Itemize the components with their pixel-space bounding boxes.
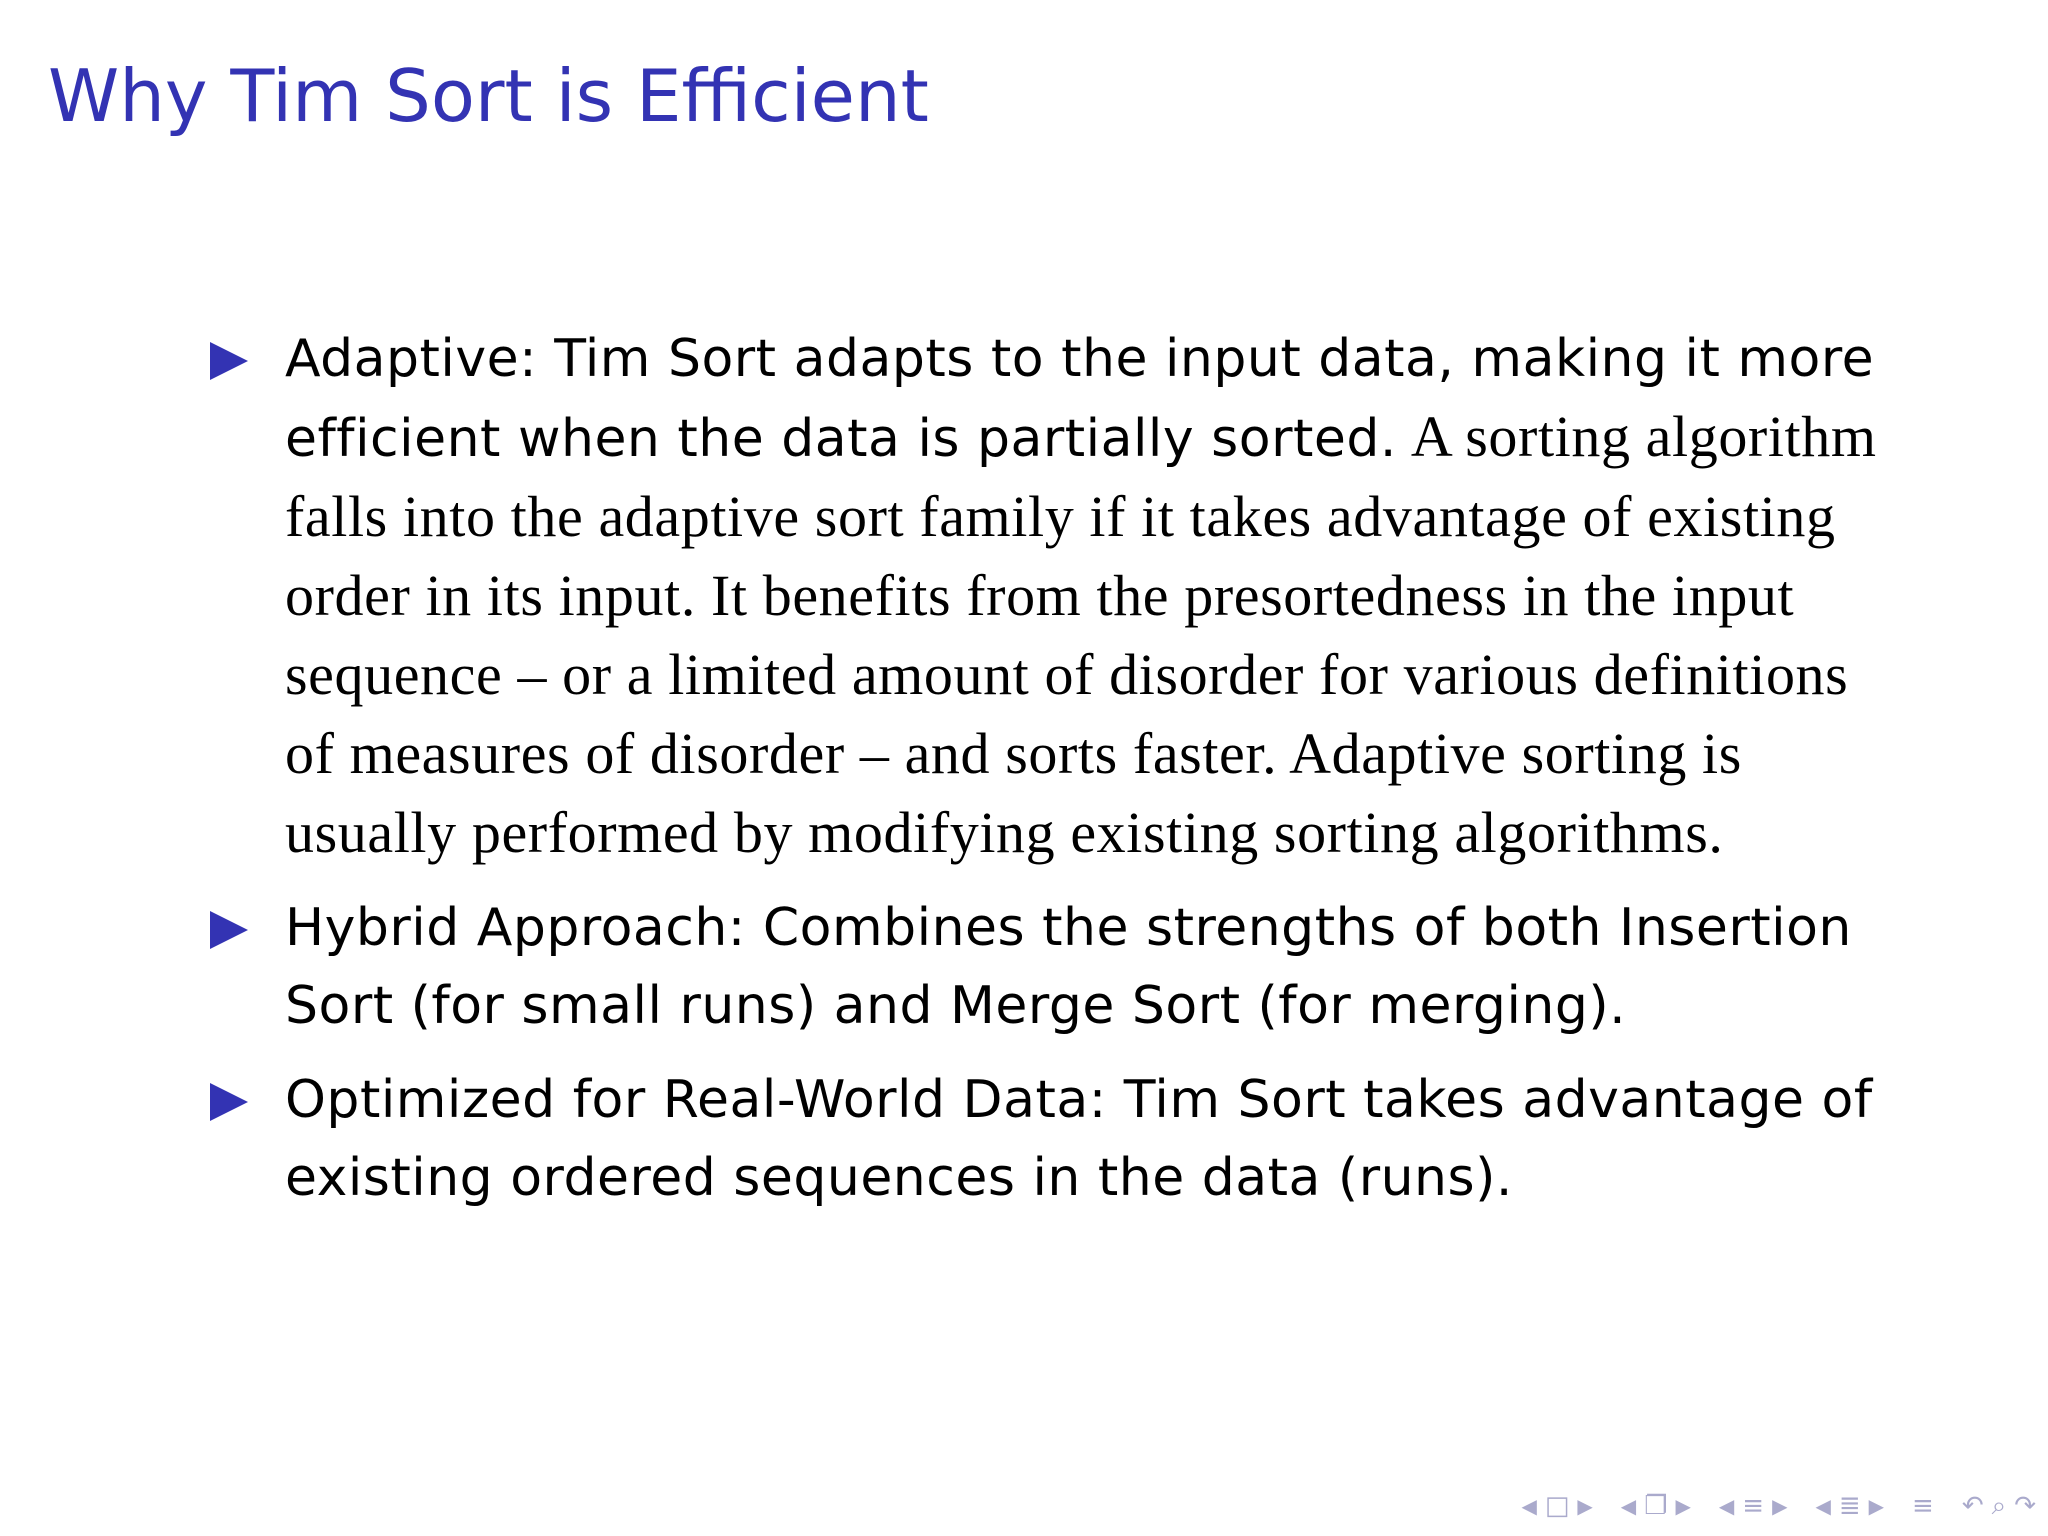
section-icon[interactable]: ≡: [1742, 1491, 1765, 1521]
section-prev-icon[interactable]: ◀: [1718, 1494, 1735, 1518]
slide-icon[interactable]: □: [1544, 1491, 1570, 1521]
bullet-lead-text: Adaptive: Tim Sort adapts to the input data, making it more efficient when the data is partially sorted.: [285, 329, 1875, 469]
nav-group-document: [1815, 1491, 1884, 1521]
nav-group-history: [1962, 1491, 2036, 1522]
triangle-bullet-icon: [210, 1083, 248, 1121]
section-next-icon[interactable]: ▶: [1772, 1494, 1788, 1518]
frame-stack-icon[interactable]: ❐: [1644, 1491, 1668, 1521]
nav-group-subsection: [1621, 1491, 1691, 1521]
frame-next-icon[interactable]: ▶: [1577, 1494, 1593, 1518]
bullet-lead-text: Hybrid Approach: Combines the strengths of both Insertion Sort (for small runs) and Merge Sort (for merging).: [285, 898, 1852, 1036]
triangle-bullet-icon: [210, 342, 248, 380]
nav-group-frame: [1521, 1491, 1592, 1521]
document-next-icon[interactable]: ▶: [1868, 1494, 1885, 1518]
subsection-prev-icon[interactable]: ◀: [1620, 1494, 1637, 1518]
beamer-navigation-bar: [1499, 1486, 2036, 1526]
bullet-list: [210, 320, 1910, 1233]
nav-group-section: [1719, 1491, 1788, 1521]
triangle-bullet-icon: [210, 911, 248, 949]
search-icon[interactable]: ⌕: [1991, 1490, 2007, 1521]
nav-group-toc: [1912, 1491, 1934, 1521]
forward-icon[interactable]: ↷: [2014, 1491, 2036, 1521]
bullet-item-adaptive: [210, 320, 1910, 873]
bullet-detail-text: A sorting algorithm falls into the adaptive sort family if it takes advantage of existing order in its input. It benefits from the presortedness in the input sequence – or a limited amount of disorder for various definitions of measures of disorder – and sorts faster. Adaptive sorting is usually performed by modifying existing sorting algorithms.: [285, 404, 1877, 865]
frame-prev-icon[interactable]: ◀: [1521, 1494, 1537, 1518]
bullet-item-hybrid: [210, 889, 1910, 1045]
document-prev-icon[interactable]: ◀: [1815, 1494, 1831, 1518]
document-icon[interactable]: ≣: [1838, 1491, 1861, 1521]
toc-icon[interactable]: ≡: [1912, 1491, 1934, 1521]
subsection-next-icon[interactable]: ▶: [1675, 1494, 1691, 1518]
bullet-item-optimized: [210, 1061, 1910, 1217]
bullet-lead-text: Optimized for Real-World Data: Tim Sort takes advantage of existing ordered sequences in the data (runs).: [285, 1070, 1873, 1208]
back-icon[interactable]: ↶: [1961, 1491, 1984, 1521]
frame-title: Why Tim Sort is Efficient: [48, 54, 929, 138]
